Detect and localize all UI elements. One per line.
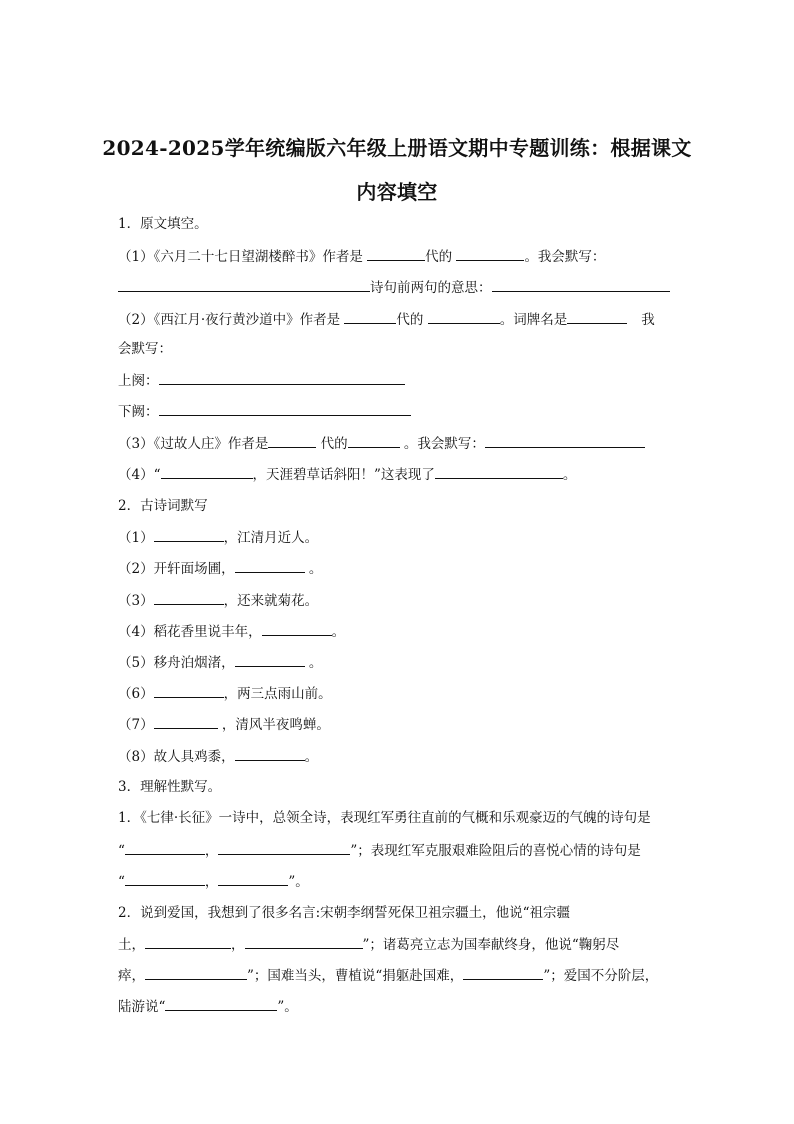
q1-heading: 1．原文填空。 xyxy=(118,216,208,232)
q2-item-1 xyxy=(118,527,318,548)
q3-p1-line2 xyxy=(118,840,641,861)
q3-p1-blank-4[interactable] xyxy=(218,871,288,886)
q2-item-4-post: 。 xyxy=(331,624,346,640)
q1-item4-blank-line[interactable] xyxy=(161,464,253,479)
q3-p2-line4 xyxy=(118,996,298,1017)
q1-item3-blank-dynasty[interactable] xyxy=(268,433,316,448)
q2-item-4 xyxy=(118,621,345,642)
q2-item-6-blank[interactable] xyxy=(154,683,224,698)
q1-item1-blank-author[interactable] xyxy=(456,246,524,261)
q1-item3 xyxy=(118,433,645,454)
q3-p2-text-d: 瘁， xyxy=(118,968,145,984)
q2-item-7-post: ，清风半夜鸣蝉。 xyxy=(217,717,330,733)
q1-item2-blank-cipai[interactable] xyxy=(567,309,627,324)
q3-p1-text-e: ， xyxy=(204,874,219,890)
title-line-1: 2024-2025学年统编版六年级上册语文期中专题训练：根据课文 xyxy=(102,136,692,160)
q1-item2-text-d: 我 xyxy=(641,312,655,328)
q2-item-1-post: ，江清月近人。 xyxy=(223,530,319,546)
q3-p2-blank-1[interactable] xyxy=(145,934,231,949)
q2-item-1-blank[interactable] xyxy=(154,527,224,542)
q2-item-2-post: 。 xyxy=(304,561,323,577)
q3-p1-text-c: ”；表现红军克服艰难险阻后的喜悦心情的诗句是 xyxy=(350,843,641,859)
q1-item2-line2: 会默写： xyxy=(118,341,172,357)
q3-p2-line2 xyxy=(118,934,619,955)
q2-item-6-post: ，两三点雨山前。 xyxy=(223,686,332,702)
q3-p2-text-a: 土， xyxy=(118,937,145,953)
q1-item3-text-a: （3）《过故人庄》作者是 xyxy=(118,436,269,452)
q1-item1-text-d: 诗句前两句的意思： xyxy=(370,280,492,296)
q3-p1-blank-1[interactable] xyxy=(125,840,205,855)
q2-item-2 xyxy=(118,558,322,579)
q1-item1-text-a: （1）《六月二十七日望湖楼醉书》作者是 xyxy=(118,249,368,265)
q3-p2-blank-3[interactable] xyxy=(145,965,247,980)
q2-item-4-blank[interactable] xyxy=(262,621,332,636)
q2-item-8-post: 。 xyxy=(304,749,319,765)
q1-item2-text-c: 。词牌名是 xyxy=(499,312,568,328)
q2-item-1-pre: （1） xyxy=(118,530,154,546)
q2-item-8 xyxy=(118,746,318,767)
q3-p2-text-g: 陆游说“ xyxy=(118,999,166,1015)
q1-item2-blank-author[interactable] xyxy=(428,309,500,324)
q1-item2-text-b: 代的 xyxy=(396,312,428,328)
q1-lower-label: 下阙： xyxy=(118,404,159,420)
q2-item-2-blank[interactable] xyxy=(235,558,305,573)
q1-item2-blank-dynasty[interactable] xyxy=(344,309,396,324)
q1-upper xyxy=(118,370,405,391)
q3-p2-blank-5[interactable] xyxy=(165,996,277,1011)
q3-p2-line3 xyxy=(118,965,658,986)
q1-item1-line2 xyxy=(118,277,670,298)
q2-heading: 2．古诗词默写 xyxy=(118,498,208,514)
q3-p1-blank-3[interactable] xyxy=(125,871,205,886)
q2-item-7-pre: （7） xyxy=(118,717,154,733)
title-line-2: 内容填空 xyxy=(356,180,438,204)
q3-p1-blank-2[interactable] xyxy=(218,840,350,855)
q1-item3-text-b: 代的 xyxy=(316,436,348,452)
q3-p2-text-f: ”；爱国不分阶层， xyxy=(543,968,659,984)
q3-p1-text-f: ”。 xyxy=(288,874,309,890)
q2-item-5-blank[interactable] xyxy=(235,652,305,667)
q3-p2-blank-2[interactable] xyxy=(245,934,363,949)
q2-item-3 xyxy=(118,590,318,611)
q2-item-7-blank[interactable] xyxy=(154,714,218,729)
q1-item1-text-c: 。我会默写： xyxy=(524,249,606,265)
q2-item-2-pre: （2）开轩面场圃， xyxy=(118,561,235,577)
q1-item1-blank-poem[interactable] xyxy=(118,277,370,292)
q1-item3-blank-author[interactable] xyxy=(348,433,400,448)
q3-p1-line3 xyxy=(118,871,309,892)
q1-item2 xyxy=(118,309,655,330)
q3-p1-text-a: “ xyxy=(118,843,125,859)
q2-item-5-post: 。 xyxy=(304,655,323,671)
q1-lower xyxy=(118,401,411,422)
q1-item1 xyxy=(118,246,605,267)
q1-item2-text-a: （2）《西江月·夜行黄沙道中》作者是 xyxy=(118,312,345,328)
q1-upper-label: 上阕： xyxy=(118,373,159,389)
q3-p2-text-c: ”；诸葛亮立志为国奉献终身，他说“鞠躬尽 xyxy=(362,937,620,953)
q3-heading: 3．理解性默写。 xyxy=(118,779,222,795)
q1-item1-blank-dynasty[interactable] xyxy=(367,246,425,261)
q1-upper-blank[interactable] xyxy=(159,370,405,385)
q2-item-7 xyxy=(118,714,330,735)
q2-item-8-pre: （8）故人具鸡黍， xyxy=(118,749,235,765)
q2-item-5-pre: （5）移舟泊烟渚， xyxy=(118,655,235,671)
q1-item4-text-c: 。 xyxy=(562,467,577,483)
q1-item3-text-c: 。我会默写： xyxy=(399,436,485,452)
q1-item4-text-a: （4）“ xyxy=(118,467,161,483)
q3-p2-text-b: ， xyxy=(231,937,245,953)
q3-p2-text-h: ”。 xyxy=(277,999,298,1015)
q1-item3-blank-poem[interactable] xyxy=(485,433,645,448)
q1-item1-text-b: 代的 xyxy=(425,249,457,265)
q2-item-3-blank[interactable] xyxy=(154,590,224,605)
q3-p1-text-d: “ xyxy=(118,874,125,890)
q1-item4-blank-meaning[interactable] xyxy=(435,464,563,479)
q1-item1-blank-meaning[interactable] xyxy=(492,277,670,292)
q3-p2-text-e: ”；国难当头，曹植说“捐躯赴国难， xyxy=(247,968,464,984)
q1-item4-text-b: ，天涯碧草话斜阳！”这表现了 xyxy=(252,467,435,483)
q1-item4 xyxy=(118,464,576,485)
q2-item-5 xyxy=(118,652,322,673)
q2-item-3-pre: （3） xyxy=(118,593,154,609)
q2-item-6 xyxy=(118,683,332,704)
q1-lower-blank[interactable] xyxy=(159,401,411,416)
q2-item-8-blank[interactable] xyxy=(235,746,305,761)
q3-p1-text-b: ， xyxy=(204,843,219,859)
q2-item-4-pre: （4）稻花香里说丰年， xyxy=(118,624,262,640)
q2-item-6-pre: （6） xyxy=(118,686,154,702)
q2-item-3-post: ，还来就菊花。 xyxy=(223,593,319,609)
q3-p2-blank-4[interactable] xyxy=(463,965,543,980)
q3-p2-line1: 2．说到爱国，我想到了很多名言:宋朝李纲誓死保卫祖宗疆土，他说“祖宗疆 xyxy=(118,905,571,921)
q3-p1-line1: 1．《七律·长征》一诗中，总领全诗，表现红军勇往直前的气概和乐观豪迈的气魄的诗句是 xyxy=(118,810,651,826)
